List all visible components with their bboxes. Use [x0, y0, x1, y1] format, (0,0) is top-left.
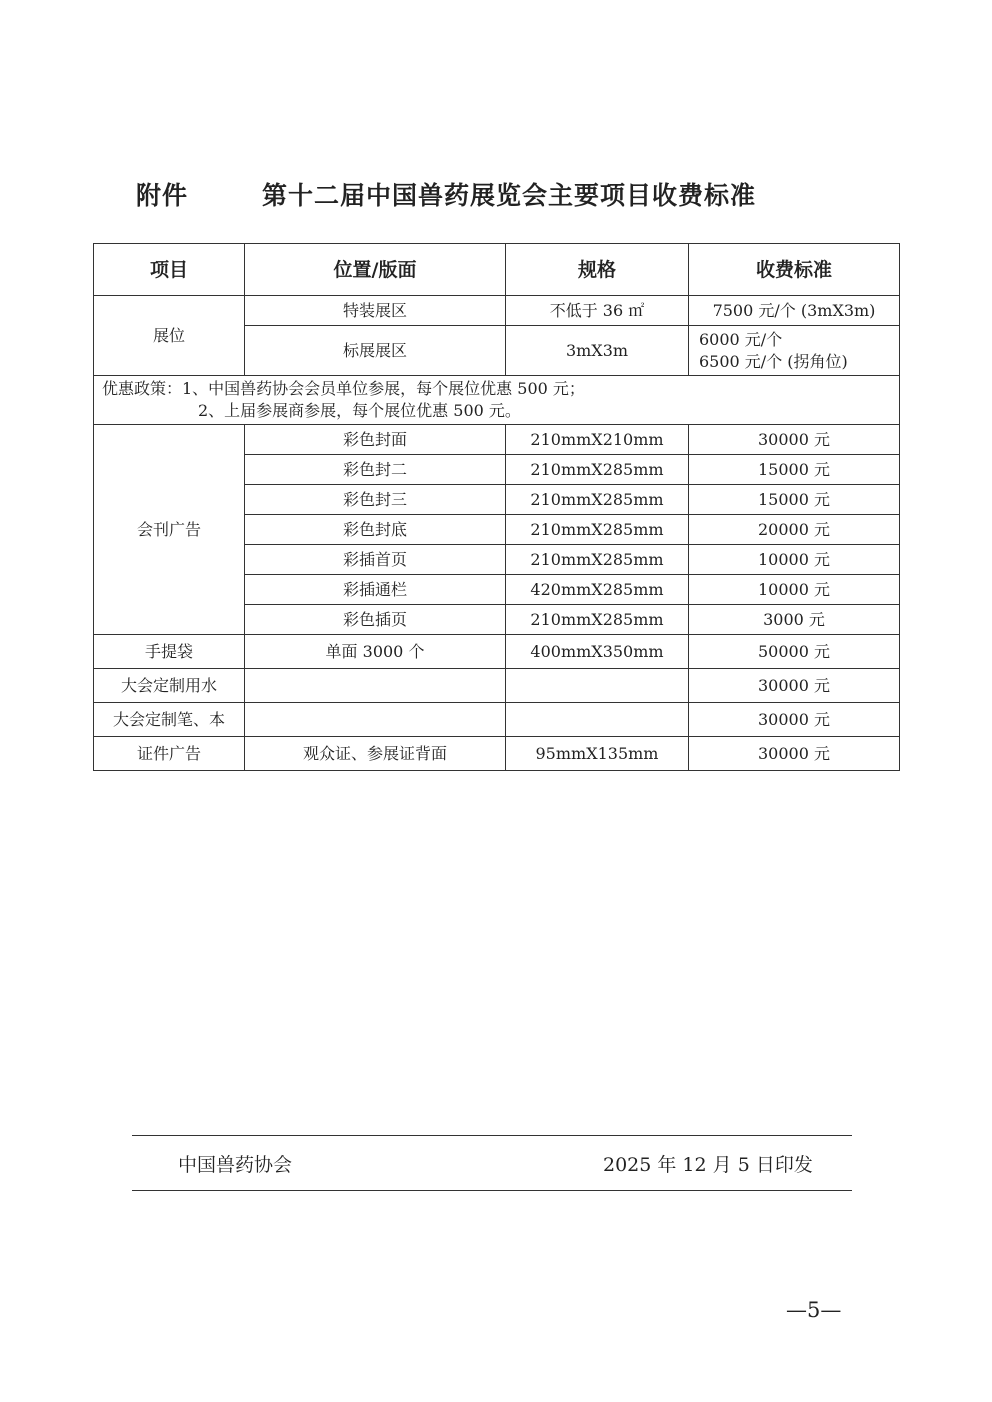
table-row — [94, 669, 900, 703]
policy-cell — [94, 376, 900, 425]
footer-issuer: 中国兽药协会 — [178, 1154, 293, 1176]
table-cell: 210mmX285mm — [506, 605, 689, 635]
table-cell: 彩色封底 — [245, 515, 506, 545]
header-item: 项目 — [94, 244, 245, 296]
table-cell: 手提袋 — [94, 635, 245, 669]
table-cell: 大会定制笔、本 — [94, 703, 245, 737]
table-cell: 400mmX350mm — [506, 635, 689, 669]
table-row — [94, 296, 900, 326]
header-spec: 规格 — [506, 244, 689, 296]
table-cell: 420mmX285mm — [506, 575, 689, 605]
table-cell — [506, 703, 689, 737]
table-cell: 210mmX285mm — [506, 485, 689, 515]
table-cell: 30000 元 — [689, 737, 900, 771]
table-cell: 3000 元 — [689, 605, 900, 635]
table-cell: 20000 元 — [689, 515, 900, 545]
page-number: —5— — [786, 1298, 842, 1322]
table-cell — [689, 326, 900, 376]
footer-top-rule — [132, 1135, 852, 1136]
table-cell: 彩色封面 — [245, 425, 506, 455]
table-cell: 彩插通栏 — [245, 575, 506, 605]
table-cell: 210mmX285mm — [506, 545, 689, 575]
footer-bottom-rule — [132, 1190, 852, 1191]
title-text: 第十二届中国兽药展览会主要项目收费标准 — [262, 181, 757, 210]
table-cell: 单面 3000 个 — [245, 635, 506, 669]
table-cell: 7500 元/个 (3mX3m) — [689, 296, 900, 326]
table-cell: 彩色封二 — [245, 455, 506, 485]
table-cell: 210mmX285mm — [506, 455, 689, 485]
table-cell: 不低于 36 ㎡ — [506, 296, 689, 326]
table-cell — [506, 669, 689, 703]
table-cell: 标展展区 — [245, 326, 506, 376]
table-cell: 50000 元 — [689, 635, 900, 669]
table-cell: 15000 元 — [689, 485, 900, 515]
table-cell: 210mmX210mm — [506, 425, 689, 455]
table-cell: 彩色封三 — [245, 485, 506, 515]
table-row — [94, 737, 900, 771]
table-cell: 彩色插页 — [245, 605, 506, 635]
attachment-label: 附件 — [136, 181, 189, 210]
header-position: 位置/版面 — [245, 244, 506, 296]
page-title — [136, 176, 756, 212]
table-row — [94, 635, 900, 669]
booth-category: 展位 — [94, 296, 245, 376]
table-cell: 大会定制用水 — [94, 669, 245, 703]
footer-date: 2025 年 12 月 5 日印发 — [603, 1154, 813, 1176]
table-cell — [245, 669, 506, 703]
table-cell: 210mmX285mm — [506, 515, 689, 545]
table-cell: 30000 元 — [689, 669, 900, 703]
table-cell: 彩插首页 — [245, 545, 506, 575]
table-cell: 10000 元 — [689, 575, 900, 605]
table-cell: 95mmX135mm — [506, 737, 689, 771]
table-row — [94, 425, 900, 455]
table-header-row — [94, 244, 900, 296]
header-fee: 收费标准 — [689, 244, 900, 296]
table-cell: 30000 元 — [689, 703, 900, 737]
table-cell: 10000 元 — [689, 545, 900, 575]
policy-line: 优惠政策：1、中国兽药协会会员单位参展，每个展位优惠 500 元； — [102, 379, 585, 398]
table-cell: 15000 元 — [689, 455, 900, 485]
policy-line: 2、上届参展商参展，每个展位优惠 500 元。 — [198, 401, 521, 420]
fee-line: 6000 元/个 — [699, 329, 783, 349]
table-cell — [245, 703, 506, 737]
table-cell: 观众证、参展证背面 — [245, 737, 506, 771]
table-row — [94, 703, 900, 737]
fee-table — [93, 243, 900, 771]
table-cell: 证件广告 — [94, 737, 245, 771]
fee-line: 6500 元/个 (拐角位) — [699, 351, 848, 371]
policy-row — [94, 376, 900, 425]
ads-category: 会刊广告 — [94, 425, 245, 635]
table-cell: 3mX3m — [506, 326, 689, 376]
table-cell: 特装展区 — [245, 296, 506, 326]
table-cell: 30000 元 — [689, 425, 900, 455]
